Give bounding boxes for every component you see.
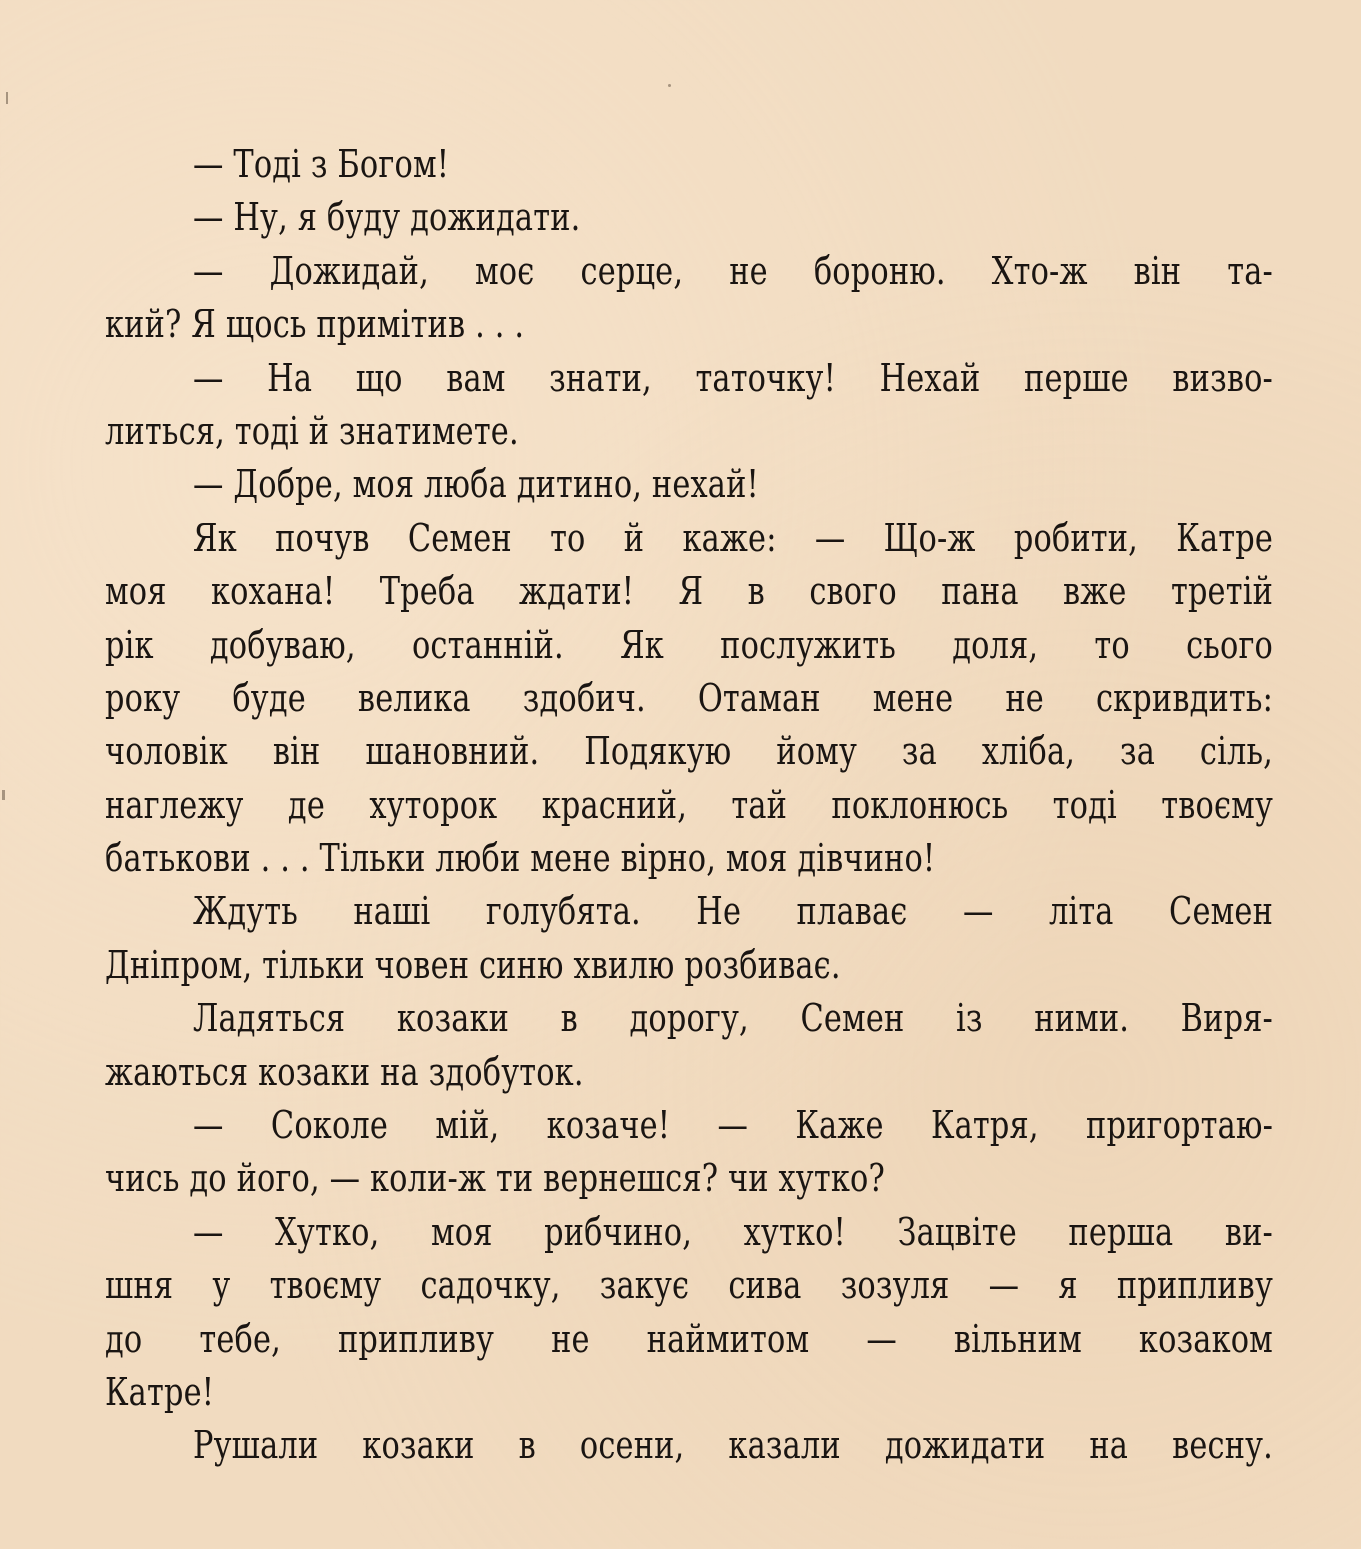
text-line-content: Ладяться козаки в дорогу, Семен із ними. Виря- <box>193 996 1273 1041</box>
text-line-content: — Хутко, моя рибчино, хутко! Зацвіте перша ви- <box>193 1209 1273 1254</box>
text-line <box>105 245 1273 298</box>
text-line-content: — Тоді з Богом! <box>193 142 450 186</box>
text-line <box>105 1419 1273 1472</box>
text-line-content: — На що вам знати, таточку! Нехай перше визво- <box>193 355 1273 400</box>
text-line-content: Катре! <box>105 1369 215 1414</box>
page-speck <box>2 790 5 800</box>
text-line-content: чоловік він шановний. Подякую йому за хліба, за сіль, <box>105 729 1273 774</box>
text-line-content: батькови . . . Тільки люби мене вірно, моя дівчино! <box>105 836 936 881</box>
text-line <box>105 1366 1273 1419</box>
text-line-content: Як почув Семен то й каже: — Що-ж робити, Катре <box>193 515 1273 560</box>
text-line-content: — Дожидай, моє серце, не бороню. Хто-ж він та- <box>193 248 1273 293</box>
text-line-content: жаються козаки на здобуток. <box>105 1049 584 1094</box>
text-line <box>105 1259 1273 1312</box>
text-line-content: — Соколе мій, козаче! — Каже Катря, пригортаю- <box>193 1103 1273 1148</box>
text-line <box>105 512 1273 565</box>
text-line-content: моя кохана! Треба ждати! Я в свого пана вже третій <box>105 569 1273 614</box>
text-line <box>105 619 1273 672</box>
text-line <box>105 885 1273 938</box>
text-line <box>105 191 1273 244</box>
page-speck <box>6 92 8 104</box>
text-line-content: кий? Я щось примітив . . . <box>105 302 525 347</box>
text-line-content: до тебе, припливу не наймитом — вільним козаком <box>105 1316 1273 1361</box>
text-line <box>105 1206 1273 1259</box>
text-line-content: чись до його, — коли-ж ти вернешся? чи хутко? <box>105 1156 885 1201</box>
text-line-content: литься, тоді й знатимете. <box>105 408 519 453</box>
text-line <box>105 832 1273 885</box>
text-line <box>105 1152 1273 1205</box>
text-line <box>105 992 1273 1045</box>
text-line <box>105 1313 1273 1366</box>
page-speck <box>668 84 671 87</box>
text-line <box>105 1046 1273 1099</box>
text-line <box>105 672 1273 725</box>
book-page <box>105 138 1273 1473</box>
text-line <box>105 458 1273 511</box>
text-line-content: наглежу де хуторок красний, тай поклонюсь тоді твоєму <box>105 782 1273 827</box>
text-line <box>105 352 1273 405</box>
text-line-content: рік добуваю, останній. Як послужить доля, то сього <box>105 622 1273 667</box>
text-line <box>105 298 1273 351</box>
text-line-content: Рушали козаки в осени, казали дожидати на весну. <box>193 1423 1273 1468</box>
text-line-content: Ждуть наші голубята. Не плаває — літа Семен <box>193 889 1273 934</box>
text-line <box>105 138 1273 191</box>
text-line-content: Дніпром, тільки човен синю хвилю розбиває. <box>105 942 841 987</box>
text-line <box>105 725 1273 778</box>
text-line <box>105 1099 1273 1152</box>
text-line-content: — Ну, я буду дожидати. <box>193 195 581 240</box>
text-line <box>105 405 1273 458</box>
text-line <box>105 779 1273 832</box>
text-line-content: — Добре, моя люба дитино, нехай! <box>193 462 759 507</box>
text-line-content: року буде велика здобич. Отаман мене не скривдить: <box>105 675 1273 720</box>
text-line <box>105 939 1273 992</box>
text-line-content: шня у твоєму садочку, закує сива зозуля — я припливу <box>105 1263 1273 1308</box>
text-line <box>105 565 1273 618</box>
